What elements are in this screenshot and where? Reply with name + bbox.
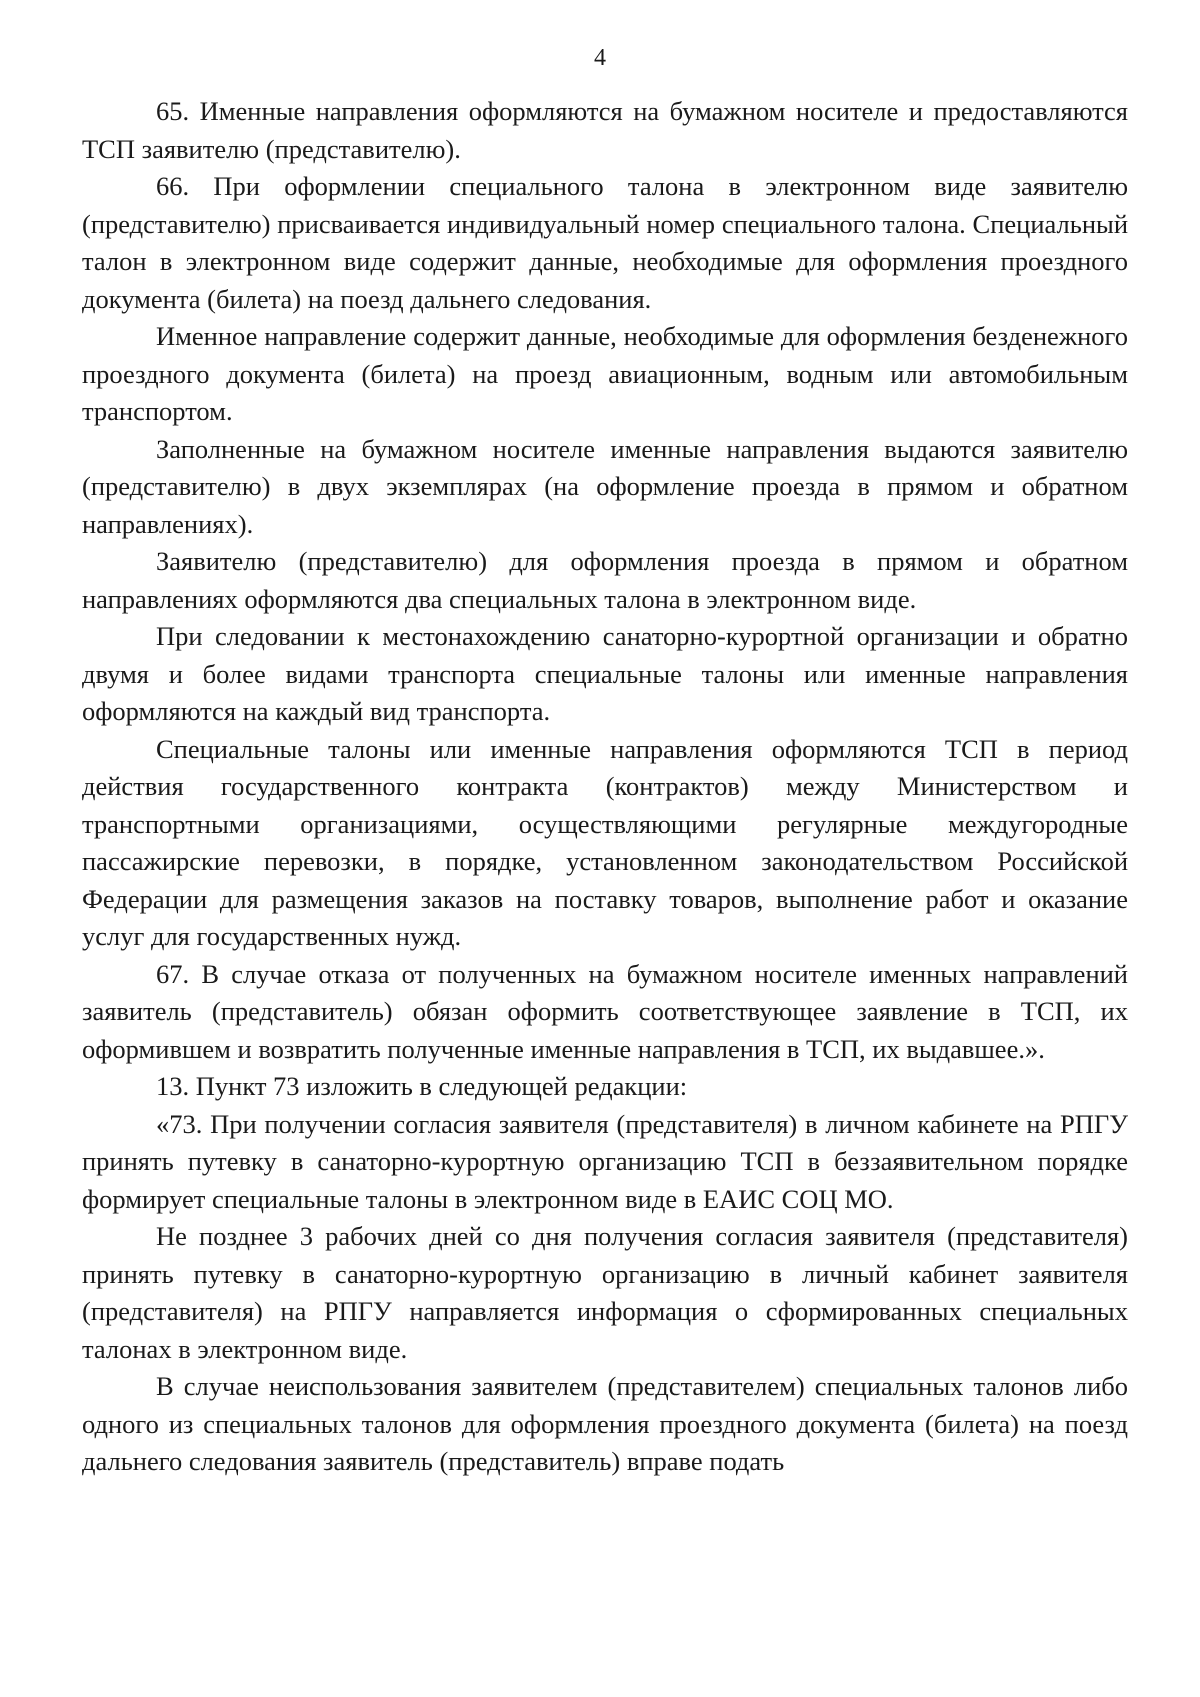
paragraph-filled-directions: Заполненные на бумажном носителе именные направления выдаются заявителю (представителю) в двух экземплярах (на оформление проезда в прямом и обратном направлениях). <box>82 433 1128 539</box>
paragraph-multiple-transport: При следовании к местонахождению санаторно-курортной организации и обратно двумя и более видами транспорта специальные талоны или именные направления оформляются на каждый вид транспорта. <box>82 621 1128 726</box>
paragraph-contract-period: Специальные талоны или именные направления оформляются ТСП в период действия государственного контракта (контрактов) между Министерством и транспортными организациями, осуществляющими регулярные междугородные пассажирские перевозки, в порядке, установленном законодательством Российской Федерации для размещения заказов на поставку товаров, выполнение работ и оказание услуг для государственных нужд. <box>82 733 1128 951</box>
paragraph-deadline: Не позднее 3 рабочих дней со дня получения согласия заявителя (представителя) принять путевку в санаторно-курортную организацию в личный кабинет заявителя (представителя) на РПГУ направляется информация о сформированных специальных талонах в электронном виде. <box>82 1221 1128 1364</box>
paragraph-67: 67. В случае отказа от полученных на бумажном носителе именных направлений заявитель (представитель) обязан оформить соответствующее заявление в ТСП, их оформившем и возвратить полученные именные направления в ТСП, их выдавшее.». <box>82 958 1128 1064</box>
paragraph-item-13: 13. Пункт 73 изложить в следующей редакции: <box>156 1071 688 1101</box>
paragraph-named-direction: Именное направление содержит данные, необходимые для оформления безденежного проездного документа (билета) на проезд авиационным, водным или автомобильным транспортом. <box>82 321 1128 426</box>
paragraph-66: 66. При оформлении специального талона в электронном виде заявителю (представителю) присваивается индивидуальный номер специального талона. Специальный талон в электронном виде содержит данные, необходимые для оформления проездного документа (билета) на поезд дальнего следования. <box>82 171 1128 314</box>
paragraph-65: 65. Именные направления оформляются на бумажном носителе и предоставляются ТСП заявителю (представителю). <box>82 96 1128 164</box>
paragraph-two-talons: Заявителю (представителю) для оформления проезда в прямом и обратном направлениях оформляются два специальных талона в электронном виде. <box>82 546 1128 614</box>
paragraph-73: «73. При получении согласия заявителя (представителя) в личном кабинете на РПГУ принять путевку в санаторно-курортную организацию ТСП в беззаявительном порядке формирует специальные талоны в электронном виде в ЕАИС СОЦ МО. <box>82 1108 1128 1214</box>
paragraph-non-use: В случае неиспользования заявителем (представителем) специальных талонов либо одного из специальных талонов для оформления проездного документа (билета) на поезд дальнего следования заявитель (представитель) вправе подать <box>82 1371 1128 1476</box>
document-body <box>82 93 1128 1481</box>
page-number: 4 <box>594 45 606 71</box>
